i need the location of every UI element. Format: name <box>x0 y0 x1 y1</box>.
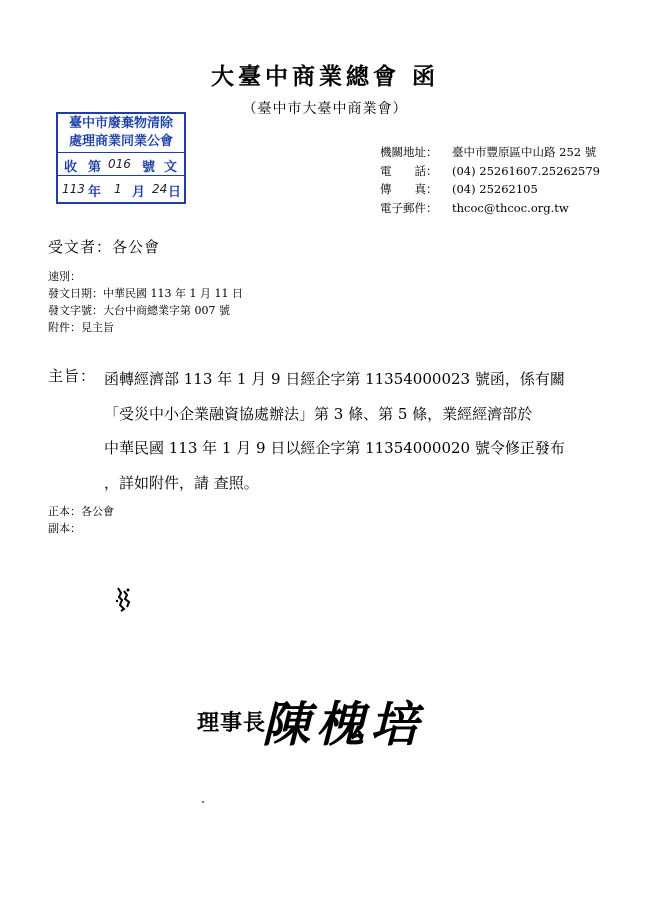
stamp-number-prefix: 第 <box>88 160 102 175</box>
stamp-association-line1: 臺中市廢棄物清除 <box>68 116 173 131</box>
ink-mark-icon <box>112 585 136 613</box>
meta-document-number: 發文字號：大台中商總業字第 007 號 <box>48 304 230 317</box>
meta-urgency: 速別： <box>48 270 81 283</box>
contact-value: thcoc@thcoc.org.tw <box>452 200 569 215</box>
subject-line: ，詳如附件，請 查照。 <box>104 473 259 492</box>
recipient: 受文者：各公會 <box>48 238 161 256</box>
contact-label: 電子郵件： <box>380 200 438 215</box>
contact-value: (04) 25262105 <box>452 182 538 196</box>
contact-email <box>380 199 600 218</box>
signature-title: 理事長 <box>197 710 267 736</box>
receipt-stamp <box>56 112 186 204</box>
stamp-year-label: 年 <box>88 185 102 200</box>
contact-value: (04) 25261607.25262579 <box>452 163 600 178</box>
contact-label: 傳 真： <box>380 182 438 196</box>
contact-phone <box>380 162 600 181</box>
contact-info <box>380 143 600 217</box>
subject-line: 「受災中小企業融資協處辦法」第 3 條、第 5 條，業經經濟部於 <box>104 404 533 423</box>
document-subtitle: （臺中市大臺中商業會） <box>242 101 408 117</box>
meta-issue-date: 發文日期：中華民國 113 年 1 月 11 日 <box>48 287 243 300</box>
signature-name: 陳槐培 <box>262 697 425 753</box>
contact-label: 機關地址： <box>380 145 438 159</box>
stamp-day-label: 日 <box>168 185 182 200</box>
scan-speck-icon <box>200 799 206 805</box>
stamp-divider <box>58 152 184 153</box>
subject-line: 函轉經濟部 113 年 1 月 9 日經企字第 11354000023 號函，係有關 <box>104 370 565 388</box>
stamp-month-value: 1 <box>114 182 122 196</box>
stamp-month-label: 月 <box>132 185 146 200</box>
stamp-receive-char: 收 <box>64 160 78 175</box>
subject-label: 主旨： <box>48 367 97 385</box>
stamp-receipt-number-row <box>58 154 184 174</box>
contact-address <box>380 143 600 162</box>
stamp-number-value: 016 <box>108 157 131 171</box>
stamp-association-line2: 處理商業同業公會 <box>68 134 173 149</box>
stamp-number-suffix: 號 <box>142 160 156 175</box>
stamp-day-value: 24 <box>152 182 168 196</box>
meta-attachment: 附件：見主旨 <box>48 321 114 334</box>
copies-original: 正本：各公會 <box>48 505 114 518</box>
document-title: 大臺中商業總會 函 <box>210 63 439 90</box>
contact-label: 電 話： <box>380 163 438 178</box>
stamp-divider <box>58 175 184 176</box>
copies <box>48 503 114 537</box>
document-meta <box>48 268 243 336</box>
contact-fax <box>380 180 600 199</box>
stamp-document-char: 文 <box>164 160 178 175</box>
stamp-year-value: 113 <box>62 182 85 196</box>
copies-copy: 副本： <box>48 522 81 535</box>
subject-line: 中華民國 113 年 1 月 9 日以經企字第 11354000020 號令修正發布 <box>104 439 565 457</box>
stamp-date-row <box>58 178 184 200</box>
subject-body <box>104 362 604 500</box>
contact-value: 臺中市豐原區中山路 252 號 <box>452 145 597 159</box>
